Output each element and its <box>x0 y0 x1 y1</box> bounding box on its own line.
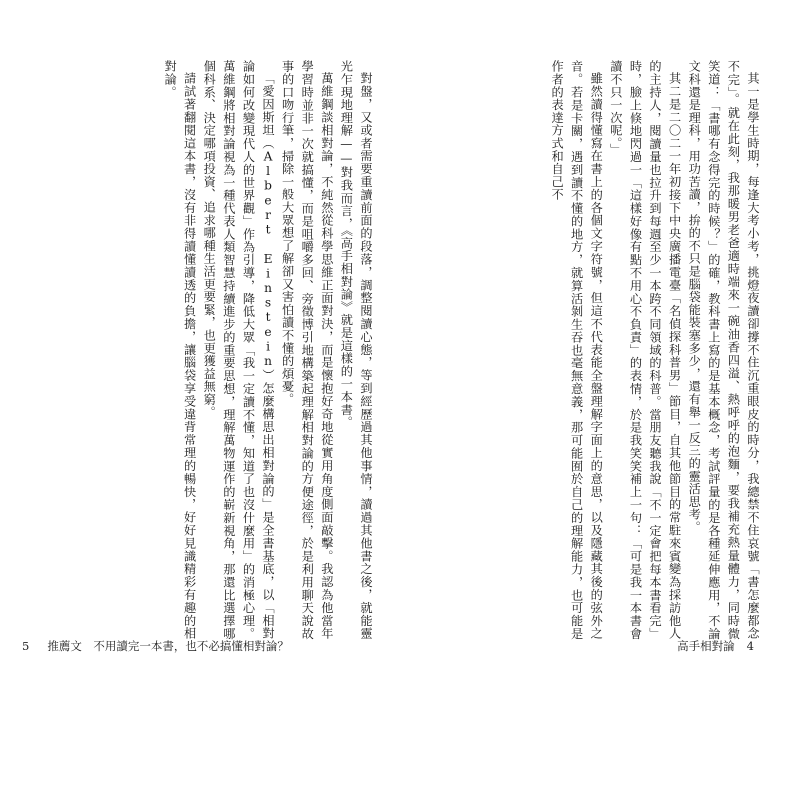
paragraph: 雖然讀得懂寫在書上的各個文字符號，但這不代表能全盤理解字面上的意思，以及隱藏其後的弦外之音。若是卡關，遇到讀不懂的地方，就算活剝生吞也毫無意義，那可能囿於自己的理解能力，也可能是作者的表達方式和自己不 <box>550 60 604 640</box>
running-head: 推薦文 不用讀完一本書，也不必搞懂相對論？ <box>47 639 289 653</box>
page-number: 4 <box>746 639 754 653</box>
left-page-text <box>159 60 375 640</box>
running-head: 高手相對論 <box>677 639 735 653</box>
paragraph: 其一是學生時期，每逢大考小考，挑燈夜讀卻撐不住沉重眼皮的時分，我總禁不住哀號「書怎麼都念不完」。就在此刻，我那暖男老爸適時端來一碗油香四溢、熱呼呼的泡麵，要我補充熱量體力，同時微笑道：「書哪有念得完的時候？」的確，教科書上寫的是基本概念，考試評量的是各種延伸應用，不論文科還是理科，用功苦讀，拚的不只是腦袋能裝塞多少，還有舉一反三的靈活思考。 <box>687 60 760 640</box>
paragraph: 請試著翻閱這本書，沒有非得讀懂讀透的負擔，讓腦袋享受違背常理的暢快，好好見識精彩有趣的相對論。 <box>163 60 197 640</box>
right-page <box>432 60 762 640</box>
page-number: 5 <box>22 639 30 653</box>
paragraph: 萬維鋼談相對論，不純然從科學思維正面對決，而是懷抱好奇地從實用角度側面敲擊。我認為他當年學習時並非一次就搞懂，而是咀嚼多回、旁徵博引地構築起理解相對論的方便途徑，於是利用聊天說故事的口吻行筆，掃除一般大眾想了解卻又害怕讀不懂的煩憂。 <box>280 60 334 640</box>
left-page <box>45 60 375 640</box>
right-page-footer <box>677 638 754 654</box>
paragraph: 對盤，又或者需要重讀前面的段落，調整閱讀心態，等到經歷過其他事情，讀過其他書之後，就能靈光乍現地理解——對我而言，《高手相對論》就是這樣的一本書。 <box>339 60 373 640</box>
paragraph: 「愛因斯坦（Albert Einstein）怎麼構思出相對論的」是全書基底，以「相對論如何改變現代人的世界觀」作為引導，降低大眾「我一定讀不懂，知道了也沒什麼用」的消極心理。萬維鋼將相對論視為一種代表人類智慧持續進步的重要思想，理解萬物運作的嶄新視角，那還比選擇哪個科系、決定哪項投資、追求哪種生活更要緊，也更獲益無窮。 <box>202 60 276 640</box>
left-page-footer <box>22 638 289 654</box>
paragraph: 其二是二〇二一年初接下中央廣播電臺「名偵探科普男」節目，自其他節目的常駐來賓變為採訪他人的主持人，閱讀量也拉升到每週至少一本跨不同領域的科普。當朋友聽我說「不一定會把每本書看完」時，臉上倏地閃過一「這樣好像有點不用心不負責」的表情，於是我笑笑補上一句：「可是我一本書會讀不只一次呢。」 <box>608 60 682 640</box>
right-page-text <box>546 60 762 640</box>
